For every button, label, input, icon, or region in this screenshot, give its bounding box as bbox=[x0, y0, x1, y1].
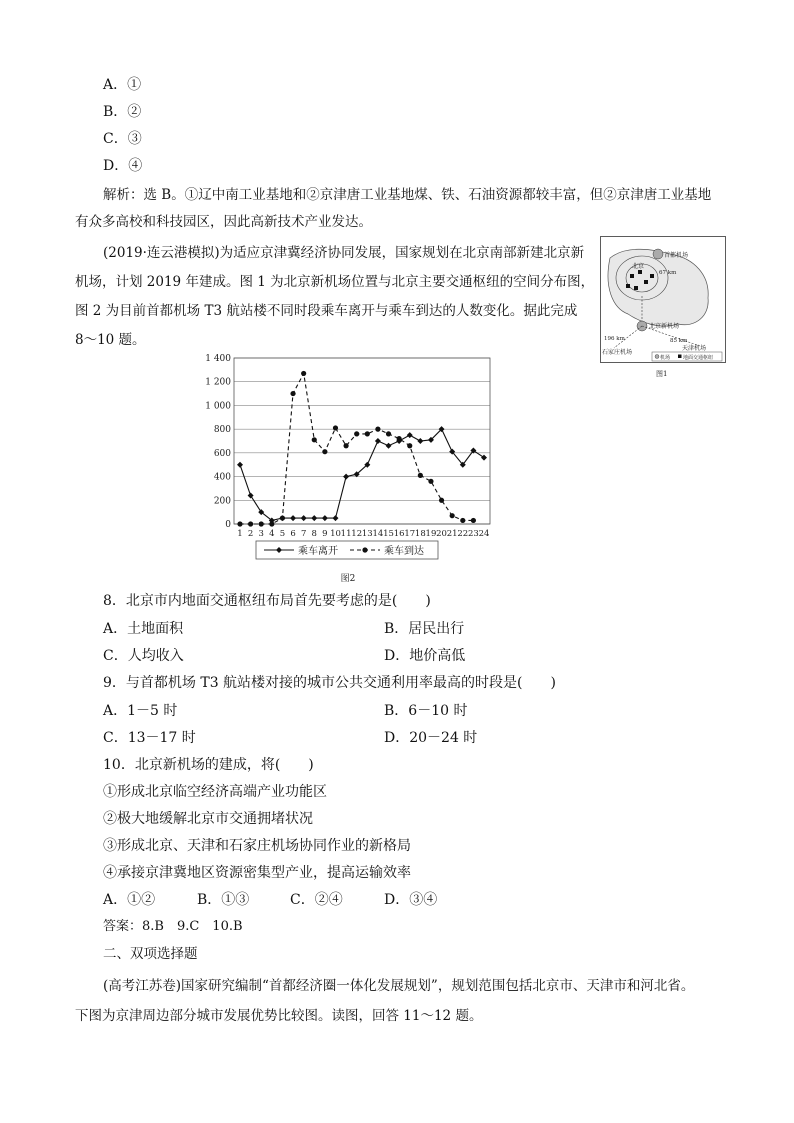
new-airport-label: 北京新机场 bbox=[649, 323, 680, 330]
data-point-departure bbox=[322, 515, 328, 521]
data-point-departure bbox=[248, 493, 254, 499]
chart-y-tick-labels bbox=[205, 354, 231, 530]
q7-option-b: B．② bbox=[103, 104, 142, 120]
data-point-departure bbox=[237, 462, 243, 468]
x-tick-label: 17 bbox=[404, 529, 416, 539]
q10-option-c: C．②④ bbox=[290, 892, 343, 908]
capital-airport-marker bbox=[653, 249, 663, 259]
hub-5 bbox=[650, 274, 654, 278]
data-point-departure bbox=[332, 515, 338, 521]
data-point-arrival bbox=[290, 391, 295, 396]
q7-option-a: A．① bbox=[103, 77, 142, 93]
hub-4 bbox=[634, 286, 638, 290]
x-tick-label: 10 bbox=[330, 529, 341, 539]
plot-frame bbox=[234, 358, 490, 524]
q10-statement-1: ①形成北京临空经济高端产业功能区 bbox=[103, 784, 327, 800]
q9-option-d: D．20－24 时 bbox=[384, 730, 478, 746]
data-point-departure bbox=[481, 455, 487, 461]
y-tick-label: 200 bbox=[213, 496, 231, 507]
chart-legend bbox=[256, 541, 438, 559]
q10-option-d: D．③④ bbox=[384, 892, 438, 908]
y-tick-label: 1 200 bbox=[205, 377, 231, 388]
data-point-arrival bbox=[407, 443, 412, 448]
x-tick-label: 13 bbox=[361, 529, 373, 539]
legend-arrival-label: 乘车到达 bbox=[384, 546, 424, 557]
intro-line3: 图 2 为目前首都机场 T3 航站楼不同时段乘车离开与乘车到达的人数变化。据此完成 bbox=[75, 303, 578, 319]
q9-option-b: B．6－10 时 bbox=[384, 703, 468, 719]
t3-passenger-chart bbox=[198, 350, 498, 586]
hub-2 bbox=[638, 270, 642, 274]
distance-196km: 196 km bbox=[604, 336, 625, 342]
data-point-arrival bbox=[259, 521, 264, 526]
data-point-arrival bbox=[322, 449, 327, 454]
legend-departure-label: 乘车离开 bbox=[298, 546, 338, 557]
legend-hub-icon bbox=[678, 355, 682, 359]
data-point-arrival bbox=[312, 437, 317, 442]
q8-option-a: A．土地面积 bbox=[103, 621, 184, 637]
data-point-departure bbox=[311, 515, 317, 521]
x-tick-label: 16 bbox=[393, 529, 405, 539]
q10-option-a: A．①② bbox=[103, 892, 156, 908]
data-point-arrival bbox=[343, 443, 348, 448]
q10-option-b: B．①③ bbox=[197, 892, 250, 908]
next-intro-line1: (高考江苏卷)国家研究编制“首都经济圈一体化发展规划”，规划范围包括北京市、天津市和河北省。 bbox=[103, 978, 695, 994]
intro-line1: (2019·连云港模拟)为适应京津冀经济协同发展，国家规划在北京南部新建北京新 bbox=[103, 245, 585, 261]
data-point-arrival bbox=[280, 515, 285, 520]
x-tick-label: 15 bbox=[383, 529, 394, 539]
chart-grid bbox=[234, 358, 490, 524]
data-point-arrival bbox=[269, 521, 274, 526]
data-point-arrival bbox=[375, 427, 380, 432]
q10-statement-4: ④承接京津冀地区资源密集型产业，提高运输效率 bbox=[103, 865, 411, 881]
shijiazhuang-airport-label: 石家庄机场 bbox=[602, 349, 633, 356]
data-point-arrival bbox=[460, 518, 465, 523]
legend-airport-label: 机场 bbox=[660, 355, 671, 361]
data-point-arrival bbox=[301, 371, 306, 376]
x-tick-label: 9 bbox=[322, 529, 328, 539]
q7-option-d: D．④ bbox=[103, 158, 143, 174]
q8-stem: 8．北京市内地面交通枢纽布局首先要考虑的是( ) bbox=[103, 593, 431, 609]
x-tick-label: 19 bbox=[425, 529, 437, 539]
data-point-arrival bbox=[333, 425, 338, 430]
y-tick-label: 400 bbox=[213, 472, 231, 483]
data-point-departure bbox=[301, 515, 307, 521]
q10-stem: 10．北京新机场的建成，将( ) bbox=[103, 757, 314, 773]
series-line-2 bbox=[240, 373, 473, 524]
legend-airport-icon bbox=[655, 355, 659, 359]
section-heading: 二、双项选择题 bbox=[103, 946, 198, 962]
data-point-departure bbox=[417, 438, 423, 444]
x-tick-label: 12 bbox=[351, 529, 363, 539]
x-tick-label: 24 bbox=[478, 529, 490, 539]
hub-1 bbox=[630, 274, 634, 278]
x-tick-label: 11 bbox=[340, 529, 352, 539]
next-intro-line2: 下图为京津周边部分城市发展优势比较图。读图，回答 11～12 题。 bbox=[75, 1008, 483, 1024]
intro-line4: 8～10 题。 bbox=[75, 332, 146, 348]
data-point-departure bbox=[343, 474, 349, 480]
x-tick-label: 3 bbox=[258, 529, 264, 539]
q8-option-d: D．地价高低 bbox=[384, 648, 466, 664]
y-tick-label: 800 bbox=[213, 425, 231, 436]
q8-option-b: B．居民出行 bbox=[384, 621, 465, 637]
q7-explanation-line1: 解析：选 B。①辽中南工业基地和②京津唐工业基地煤、铁、石油资源都较丰富，但②京津唐工业基地 bbox=[103, 187, 712, 203]
q10-statement-2: ②极大地缓解北京市交通拥堵状况 bbox=[103, 811, 313, 827]
answer-line: 答案：8.B 9.C 10.B bbox=[103, 919, 243, 934]
legend-arrival-marker bbox=[362, 547, 367, 552]
x-tick-label: 23 bbox=[467, 529, 479, 539]
hub-3 bbox=[644, 280, 648, 284]
x-tick-label: 20 bbox=[436, 529, 447, 539]
chart-series bbox=[237, 371, 487, 527]
data-point-arrival bbox=[428, 479, 433, 484]
data-point-arrival bbox=[354, 431, 359, 436]
x-tick-label: 7 bbox=[300, 529, 307, 539]
q9-option-c: C．13－17 时 bbox=[103, 730, 196, 746]
data-point-arrival bbox=[237, 521, 242, 526]
data-point-arrival bbox=[418, 473, 423, 478]
q10-statement-3: ③形成北京、天津和石家庄机场协同作业的新格局 bbox=[103, 838, 411, 854]
data-point-arrival bbox=[450, 513, 455, 518]
x-tick-label: 18 bbox=[414, 529, 426, 539]
x-tick-label: 1 bbox=[237, 529, 243, 539]
capital-airport-label: 首都机场 bbox=[664, 252, 689, 259]
y-tick-label: 1 000 bbox=[205, 401, 231, 412]
intro-line2: 机场，计划 2019 年建成。图 1 为北京新机场位置与北京主要交通枢纽的空间分布图， bbox=[75, 274, 595, 290]
data-point-departure bbox=[290, 515, 296, 521]
figure2-caption: 图2 bbox=[340, 574, 356, 584]
data-point-arrival bbox=[471, 518, 476, 523]
data-point-arrival bbox=[248, 521, 253, 526]
x-tick-label: 21 bbox=[446, 529, 458, 539]
series-line-1 bbox=[240, 429, 484, 520]
x-tick-label: 5 bbox=[279, 529, 286, 539]
x-tick-label: 6 bbox=[290, 529, 296, 539]
distance-67km: 67 km bbox=[659, 270, 677, 276]
data-point-departure bbox=[407, 432, 413, 438]
data-point-arrival bbox=[365, 431, 370, 436]
data-point-departure bbox=[386, 443, 392, 449]
x-tick-label: 14 bbox=[372, 529, 384, 539]
figure1-caption: 图1 bbox=[656, 370, 668, 378]
hub-6 bbox=[626, 284, 630, 288]
distance-85km: 85 km bbox=[670, 338, 688, 344]
q9-option-a: A．1－5 时 bbox=[103, 703, 178, 719]
beijing-airport-map bbox=[600, 236, 726, 378]
data-point-departure bbox=[375, 438, 381, 444]
y-tick-label: 600 bbox=[213, 448, 231, 459]
x-tick-label: 4 bbox=[269, 529, 275, 539]
q8-option-c: C．人均收入 bbox=[103, 648, 184, 664]
data-point-arrival bbox=[439, 498, 444, 503]
y-tick-label: 1 400 bbox=[205, 354, 231, 364]
x-tick-label: 8 bbox=[311, 529, 317, 539]
y-tick-label: 0 bbox=[225, 520, 231, 530]
data-point-arrival bbox=[397, 436, 402, 441]
x-tick-label: 22 bbox=[457, 529, 469, 539]
q7-option-c: C．③ bbox=[103, 131, 142, 147]
data-point-arrival bbox=[386, 431, 391, 436]
q9-stem: 9．与首都机场 T3 航站楼对接的城市公共交通利用率最高的时段是( ) bbox=[103, 675, 556, 691]
legend-hub-label: 地面交通枢纽 bbox=[683, 355, 714, 361]
q7-explanation-line2: 有众多高校和科技园区，因此高新技术产业发达。 bbox=[75, 214, 372, 230]
tianjin-airport-label: 天津机场 bbox=[682, 345, 707, 352]
beijing-city-label: 北京 bbox=[632, 263, 645, 270]
chart-x-tick-labels bbox=[237, 529, 489, 539]
x-tick-label: 2 bbox=[247, 529, 254, 539]
